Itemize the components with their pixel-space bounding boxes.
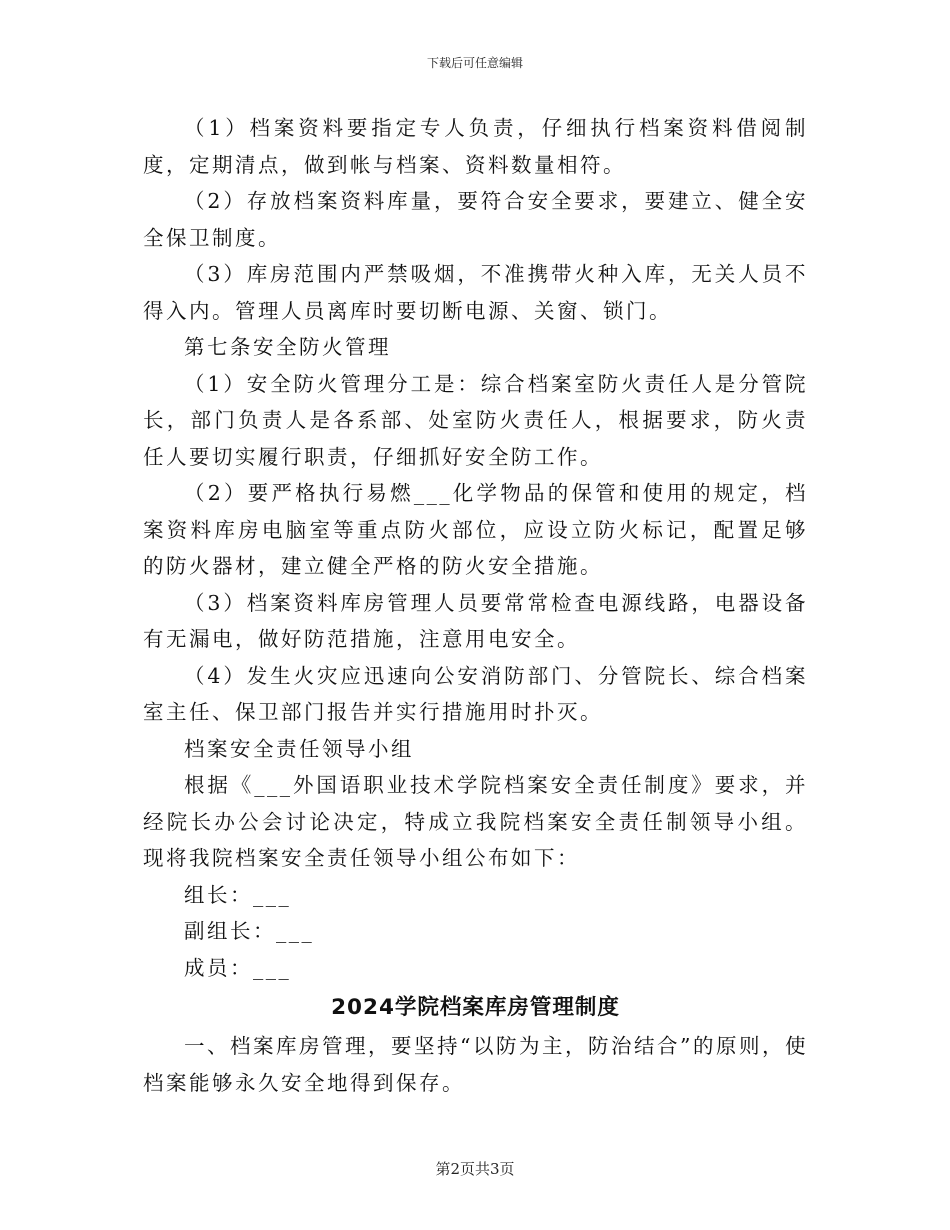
paragraph-storage-security: （2）存放档案资料库量，要符合安全要求，要建立、健全安全保卫制度。 <box>143 189 808 250</box>
paragraph-flammable-materials: （2）要严格执行易燃___化学物品的保管和使用的规定，档案资料库房电脑室等重点防火部位，应设立防火标记，配置足够的防火器材，建立健全严格的防火安全措施。 <box>143 481 808 578</box>
page-number-footer: 第2页共3页 <box>435 1160 515 1178</box>
section-heading-fire-safety: 第七条安全防火管理 <box>184 335 391 359</box>
page-header-note: 下载后可任意编辑 <box>426 56 523 70</box>
paragraph-storage-principle: 一、档案库房管理，要坚持“以防为主，防治结合”的原则，使档案能够永久安全地得到保存。 <box>143 1034 808 1095</box>
section-heading-leadership-group: 档案安全责任领导小组 <box>184 736 414 761</box>
paragraph-fire-report: （4）发生火灾应迅速向公安消防部门、分管院长、综合档案室主任、保卫部门报告并实行措施用时扑灭。 <box>143 663 808 724</box>
document-body <box>143 110 808 1101</box>
paragraph-no-smoking: （3）库房范围内严禁吸烟，不准携带火种入库，无关人员不得入内。管理人员离库时要切断电源、关窗、锁门。 <box>143 262 808 323</box>
paragraph-archive-custodian: （1）档案资料要指定专人负责，仔细执行档案资料借阅制度，定期清点，做到帐与档案、资料数量相符。 <box>143 116 808 177</box>
paragraph-fire-responsibility: （1）安全防火管理分工是：综合档案室防火责任人是分管院长，部门负责人是各系部、处室防火责任人，根据要求，防火责任人要切实履行职责，仔细抓好安全防工作。 <box>143 371 808 469</box>
group-members-line: 成员：___ <box>184 955 292 980</box>
paragraph-electrical-check: （3）档案资料库房管理人员要常常检查电源线路，电器设备有无漏电，做好防范措施，注意用电安全。 <box>143 590 808 651</box>
group-leader-line: 组长：___ <box>184 882 292 907</box>
group-deputy-leader-line: 副组长：___ <box>184 919 315 943</box>
paragraph-group-announcement: 根据《___外国语职业技术学院档案安全责任制度》要求，并经院长办公会讨论决定，特成立我院档案安全责任制领导小组。现将我院档案安全责任领导小组公布如下： <box>143 773 808 870</box>
document-title: 2024学院档案库房管理制度 <box>331 995 620 1020</box>
